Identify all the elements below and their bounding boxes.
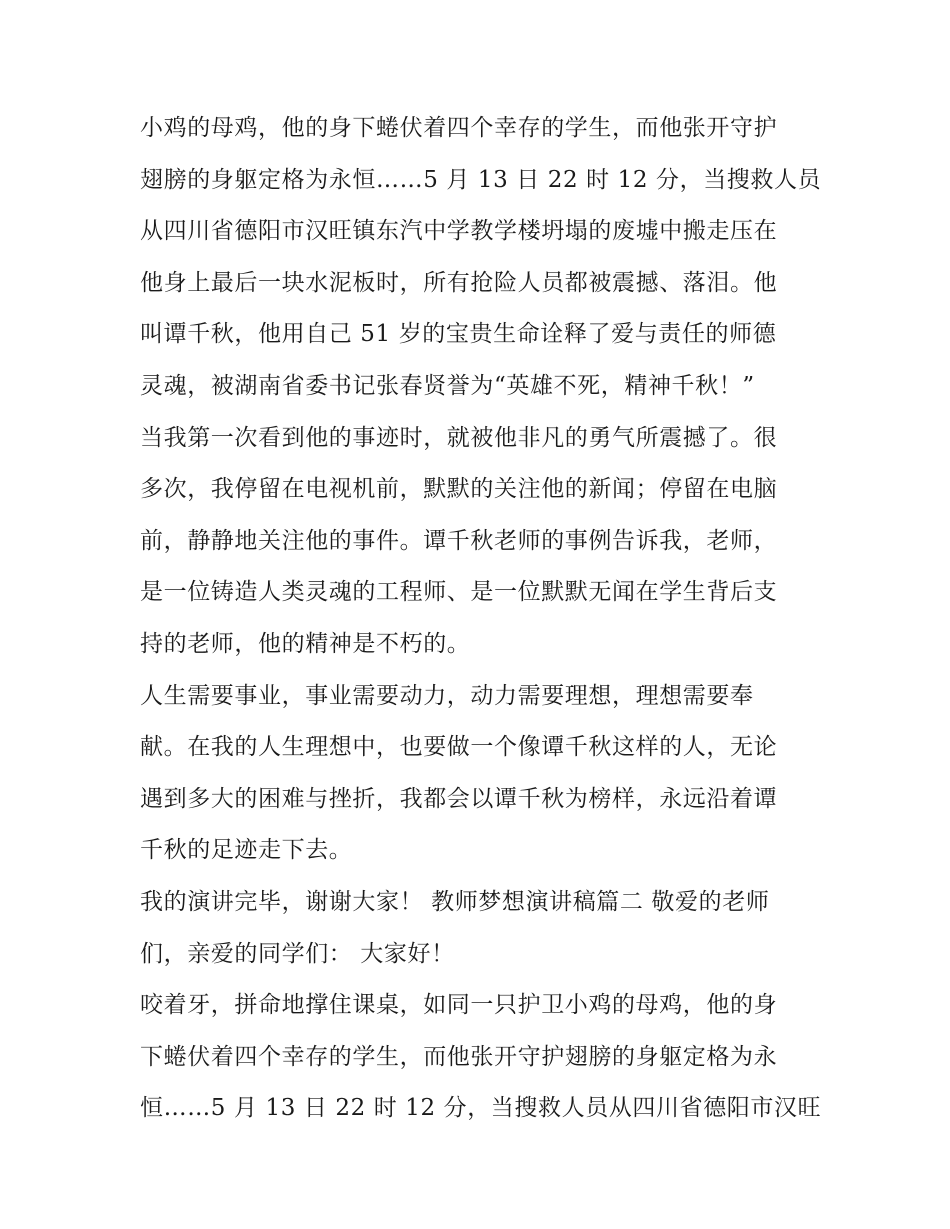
text-line: 献。在我的人生理想中，也要做一个像谭千秋这样的人，无论 <box>140 734 778 761</box>
text-line: 当我第一次看到他的事迹时，就被他非凡的勇气所震撼了。很 <box>140 424 778 451</box>
text-line: 持的老师，他的精神是不朽的。 <box>140 630 471 657</box>
text-line: 下蜷伏着四个幸存的学生，而他张开守护翅膀的身躯定格为永 <box>140 1043 778 1070</box>
text-line: 从四川省德阳市汉旺镇东汽中学教学楼坍塌的废墟中搬走压在 <box>140 218 778 245</box>
text-line: 咬着牙，拼命地撑住课桌，如同一只护卫小鸡的母鸡，他的身 <box>140 992 778 1019</box>
text-line: 小鸡的母鸡，他的身下蜷伏着四个幸存的学生，而他张开守护 <box>140 115 778 141</box>
text-line: 是一位铸造人类灵魂的工程师、是一位默默无闻在学生背后支 <box>140 579 778 606</box>
text-line: 千秋的足迹走下去。 <box>140 837 353 864</box>
text-line: 们，亲爱的同学们： 大家好！ <box>140 940 455 967</box>
text-line: 灵魂，被湖南省委书记张春贤誉为“英雄不死，精神千秋！” <box>140 372 755 399</box>
text-line: 多次，我停留在电视机前，默默的关注他的新闻；停留在电脑 <box>140 476 778 503</box>
text-line: 叫谭千秋，他用自己 51 岁的宝贵生命诠释了爱与责任的师德 <box>140 321 777 348</box>
text-line: 恒……5 月 13 日 22 时 12 分，当搜救人员从四川省德阳市汉旺 <box>140 1095 822 1122</box>
text-line: 我的演讲完毕，谢谢大家！ 教师梦想演讲稿篇二 敬爱的老师 <box>140 888 770 915</box>
text-line: 前，静静地关注他的事件。谭千秋老师的事例告诉我，老师， <box>140 527 778 554</box>
text-line: 人生需要事业，事业需要动力，动力需要理想，理想需要奉 <box>140 682 754 709</box>
document-body <box>140 103 830 1135</box>
text-line: 翅膀的身躯定格为永恒……5 月 13 日 22 时 12 分，当搜救人员 <box>140 166 822 193</box>
text-line: 遇到多大的困难与挫折，我都会以谭千秋为榜样，永远沿着谭 <box>140 785 778 812</box>
text-line: 他身上最后一块水泥板时，所有抢险人员都被震撼、落泪。他 <box>140 269 778 296</box>
